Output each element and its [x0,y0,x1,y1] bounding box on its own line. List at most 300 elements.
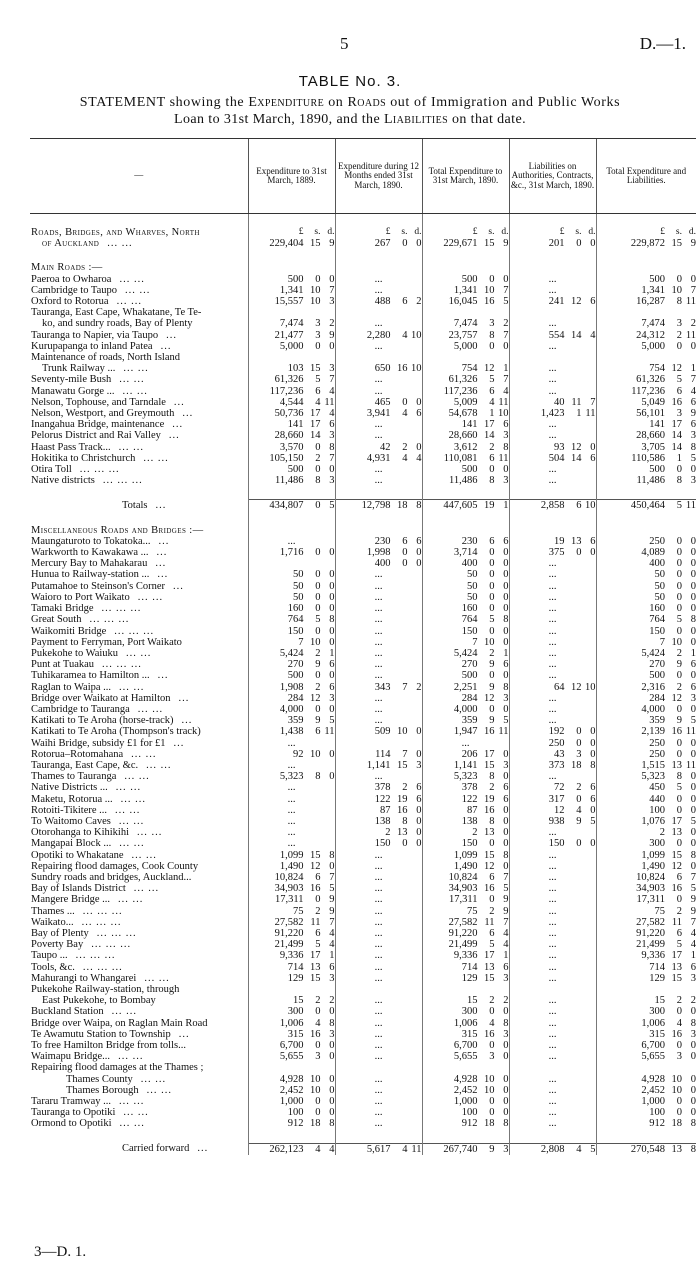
pounds: 262,123 [269,1143,304,1155]
amount-cell [335,928,422,939]
amount-cell [248,318,335,329]
table-row [30,816,696,827]
amount-cell [422,442,509,453]
amount-cell [248,1096,335,1107]
pence: 6 [503,535,509,547]
amount-cell [422,760,509,771]
shillings: 9 [676,715,682,727]
pence: 0 [329,1006,335,1018]
table-row [30,262,696,273]
amount-cell [596,760,696,771]
pence: 0 [416,396,422,408]
row-label-text: Tauranga to Napier, via Taupo [31,329,159,341]
row-label-text: Haast Pass Track... [31,441,111,453]
row-label [30,1051,248,1062]
table-title: TABLE No. 3. [298,73,402,90]
shillings: 0 [489,464,495,476]
amount-cell [596,704,696,715]
amount-cell [596,330,696,341]
shillings: 12 [310,692,321,704]
pence: 0 [503,558,509,570]
pounds: 50 [467,591,478,603]
shillings: 17 [671,419,682,431]
amount-cell [248,1107,335,1118]
row-label [30,227,248,238]
pounds: 315 [287,1028,304,1040]
leader-dots: ... [173,396,185,408]
row-label-text: Sundry roads and bridges, Auckland... [31,871,192,883]
amount-cell [596,214,696,228]
shillings: 4 [489,396,495,408]
shillings: 10 [310,1084,321,1096]
nil-marker: ... [548,273,557,285]
pence: 0 [503,703,509,715]
table-row [30,352,696,363]
amount-cell [596,626,696,637]
row-label [30,363,248,374]
amount-cell [422,363,509,374]
shillings: 10 [671,636,682,648]
nil-marker: ... [374,950,383,962]
shillings: 16 [310,883,321,895]
pounds: 92 [293,748,304,760]
pence: 5 [503,715,509,727]
amount-cell [596,296,696,307]
pounds: 9,336 [279,950,304,962]
amount-cell [335,430,422,441]
amount-cell [596,1006,696,1017]
amount-cell [248,475,335,486]
amount-cell [335,408,422,419]
shillings: 7 [402,681,408,693]
pounds: 160 [461,603,478,615]
amount-cell [422,906,509,917]
amount-cell [422,928,509,939]
shillings: 16 [397,804,408,816]
pounds: 2 [659,827,665,839]
amount-cell [509,861,596,872]
shillings: 15 [310,849,321,861]
pence: 9 [690,905,696,917]
pence: 6 [329,961,335,973]
row-label-text: Repairing flood damages at the Thames ; [31,1062,204,1074]
row-label-text: Main Roads :— [31,262,103,274]
shillings: 6 [402,296,408,308]
row-label-text: Rotorua–Rotomahana [31,748,124,760]
shillings: 0 [315,273,321,285]
amount-cell [596,614,696,625]
pence: 0 [590,748,596,760]
row-label [30,838,248,849]
pence: 8 [690,1143,696,1155]
amount-cell [248,950,335,961]
shillings: 2 [315,681,321,693]
row-label-text: Waihi Bridge, subsidy £1 for £1 [31,737,166,749]
amount-cell [422,704,509,715]
shillings: 17 [310,419,321,431]
row-label [30,1029,248,1040]
shillings: 0 [576,838,582,850]
table-row [30,749,696,760]
amount-cell [509,637,596,648]
row-label [30,1118,248,1129]
shillings: 7 [402,748,408,760]
nil-marker: ... [374,961,383,973]
amount-cell [335,227,422,238]
shillings: 15 [397,759,408,771]
pence: 10 [585,681,596,693]
pounds: 284 [287,692,304,704]
amount-cell [422,715,509,726]
nil-marker: ... [374,580,383,592]
amount-cell [248,442,335,453]
shillings: 15 [671,849,682,861]
amount-cell [335,984,422,995]
amount-cell [248,262,335,273]
subtitle-text: STATEMENT showing the [79,95,245,110]
table-row [30,475,696,486]
amount-cell [509,274,596,285]
amount-cell [422,341,509,352]
pounds: 129 [287,972,304,984]
amount-cell [335,397,422,408]
row-label [30,1040,248,1051]
table-row [30,1074,696,1085]
amount-cell [335,512,422,525]
amount-cell [248,637,335,648]
pence: 0 [416,748,422,760]
pounds: 229,404 [269,238,304,250]
amount-cell [335,626,422,637]
shillings: 2 [315,905,321,917]
amount-cell [509,603,596,614]
currency-unit-s: s. [488,227,495,237]
leader-dots: ... [157,670,169,682]
leader-dots: ... ... [131,748,157,760]
amount-cell [335,715,422,726]
pounds: 15 [654,995,665,1007]
row-label-text: Pukekohe Railway-station, through [31,984,180,995]
amount-cell [335,1040,422,1051]
amount-cell [509,352,596,363]
amount-cell [596,1062,696,1073]
shillings: 9 [489,681,495,693]
row-label [30,693,248,704]
pounds: 714 [649,961,665,973]
pence: 0 [690,273,696,285]
amount-cell [248,374,335,385]
pounds: 50 [293,591,304,603]
pence: 0 [329,591,335,603]
pence: 3 [329,692,335,704]
pence: 8 [329,441,335,453]
pounds: 150 [287,625,304,637]
nil-marker: ... [548,703,557,715]
pence: 11 [685,726,696,738]
pence: 6 [416,782,422,794]
row-label-text: Waioro to Port Waikato [31,591,130,603]
pence: 0 [503,625,509,637]
row-label [30,214,248,228]
shillings: 17 [310,408,321,420]
table-subtitle-line2 [0,112,700,128]
currency-unit-p: £ [559,227,565,237]
pence: 2 [416,681,422,693]
shillings: 0 [315,1107,321,1119]
pence: 0 [590,441,596,453]
shillings: 16 [484,726,495,738]
shillings: 18 [571,759,582,771]
shillings: 12 [671,363,682,375]
pounds: 5,000 [641,340,665,352]
amount-cell [596,603,696,614]
amount-cell [509,906,596,917]
shillings: 8 [489,815,495,827]
amount-cell [335,330,422,341]
row-label [30,307,248,318]
spacer-row [30,214,696,228]
row-label-text: Tamaki Bridge [31,603,94,615]
amount-cell [335,307,422,318]
amount-cell [596,962,696,973]
nil-marker: ... [287,804,296,816]
nil-marker: ... [374,1096,383,1108]
leader-dots: ... ... [119,1096,145,1108]
amount-cell [335,1096,422,1107]
shillings: 10 [310,636,321,648]
pounds: 4,928 [453,1073,478,1085]
shillings: 10 [484,1073,495,1085]
amount-cell [248,352,335,363]
shillings: 11 [571,396,582,408]
pence: 7 [329,452,335,464]
nil-marker: ... [548,860,557,872]
amount-cell [422,749,509,760]
pence: 5 [690,883,696,895]
shillings: 2 [489,995,495,1007]
amount-cell [335,883,422,894]
shillings: 5 [676,500,682,512]
pounds: 11,486 [636,475,665,487]
amount-cell [509,547,596,558]
pounds: 250 [548,737,565,749]
amount-cell [248,363,335,374]
shillings: 6 [676,927,682,939]
shillings: 0 [489,591,495,603]
amount-cell [335,973,422,984]
nil-marker: ... [548,849,557,861]
leader-dots: ... [182,408,194,420]
nil-marker: ... [374,1040,383,1052]
shillings: 0 [489,603,495,615]
pounds: 15 [293,995,304,1007]
amount-cell [335,827,422,838]
leader-dots: ... ... [115,804,141,816]
amount-cell [509,1040,596,1051]
pence: 0 [690,1107,696,1119]
pounds: 5,323 [453,771,478,783]
amount-cell [335,214,422,228]
row-label-text: Putamahoe to Steinson's Corner [31,580,166,592]
table-row [30,274,696,285]
shillings: 18 [671,1118,682,1130]
amount-cell [596,984,696,995]
shillings: 14 [571,452,582,464]
shillings: 5 [676,614,682,626]
shillings: 3 [676,318,682,330]
nil-marker: ... [374,625,383,637]
shillings: 16 [310,1028,321,1040]
pence: 9 [690,894,696,906]
leader-dots: ... ... [116,296,142,308]
table-row [30,995,696,1006]
nil-marker: ... [374,1006,383,1018]
amount-cell [596,352,696,363]
row-label [30,626,248,637]
leader-dots: ... ... [119,1118,145,1130]
shillings: 2 [576,782,582,794]
pounds: 912 [649,1118,665,1130]
shillings: 2 [676,681,682,693]
shillings: 14 [310,430,321,442]
nil-marker: ... [374,614,383,626]
amount-cell [248,838,335,849]
shillings: 2 [676,329,682,341]
amount-cell [596,917,696,928]
table-row [30,626,696,637]
amount-cell [335,771,422,782]
pence: 9 [329,329,335,341]
nil-marker: ... [374,385,383,397]
nil-marker: ... [548,950,557,962]
currency-unit-p: £ [472,227,478,237]
nil-marker: ... [548,1118,557,1130]
shillings: 5 [315,614,321,626]
amount-cell [335,352,422,363]
pence: 4 [329,385,335,397]
pence: 0 [329,748,335,760]
amount-cell [248,1118,335,1129]
pence: 8 [416,500,422,512]
row-label [30,1018,248,1029]
row-label [30,374,248,385]
table-row [30,397,696,408]
amount-cell [422,838,509,849]
pounds: 21,499 [636,939,665,951]
amount-cell [248,760,335,771]
subtitle-text: Liabilities [383,112,449,127]
amount-cell [596,637,696,648]
pence: 7 [503,871,509,883]
amount-cell [596,1130,696,1144]
pounds: 714 [461,961,478,973]
shillings: 9 [489,659,495,671]
pounds: 504 [548,452,565,464]
nil-marker: ... [374,419,383,431]
shillings: 4 [402,408,408,420]
shillings: 0 [315,1096,321,1108]
pence: 3 [690,430,696,442]
pounds: 554 [548,329,565,341]
pounds: 23,757 [448,329,478,341]
pounds: 64 [554,681,565,693]
table-row [30,536,696,547]
pounds: 75 [293,905,304,917]
table-row [30,693,696,704]
leader-dots: ... ... ... [102,659,142,671]
row-label-text: of Auckland [42,238,100,250]
row-label [30,475,248,486]
shillings: 0 [402,558,408,570]
pence: 0 [503,636,509,648]
pounds: 2 [472,827,478,839]
amount-cell [335,1062,422,1073]
shillings: 3 [576,748,582,760]
nil-marker: ... [374,692,383,704]
pounds: 1,006 [641,1017,665,1029]
row-label-text: Hokitika to Christchurch [31,452,136,464]
amount-cell [335,838,422,849]
amount-cell [335,536,422,547]
pounds: 267,740 [443,1143,478,1155]
amount-cell [509,1143,596,1155]
shillings: 3 [676,408,682,420]
amount-cell [335,547,422,558]
amount-cell [335,558,422,569]
amount-cell [596,227,696,238]
amount-cell [596,419,696,430]
table-row [30,760,696,771]
amount-cell [422,950,509,961]
amount-cell [422,850,509,861]
shillings: 13 [310,961,321,973]
pence: 0 [690,569,696,581]
amount-cell [335,682,422,693]
pounds: 201 [548,238,565,250]
pounds: 122 [461,793,478,805]
amount-cell [422,569,509,580]
pence: 7 [329,871,335,883]
pence: 0 [329,340,335,352]
table-row [30,547,696,558]
amount-cell [335,670,422,681]
amount-cell [596,262,696,273]
pence: 7 [690,284,696,296]
row-label-text: Nelson, Tophouse, and Tarndale [31,396,166,408]
table-row [30,525,696,536]
amount-cell [422,1118,509,1129]
amount-cell [248,1040,335,1051]
amount-cell [248,693,335,704]
amount-cell [509,341,596,352]
amount-cell [509,984,596,995]
pounds: 114 [375,748,391,760]
pence: 8 [690,614,696,626]
amount-cell [596,408,696,419]
nil-marker: ... [548,1051,557,1063]
leader-dots: ... ... [133,883,160,895]
pounds: 43 [554,748,565,760]
row-label [30,995,248,1006]
shillings: 16 [484,804,495,816]
amount-cell [422,352,509,363]
pounds: 1,490 [279,860,304,872]
row-label-text: Oxford to Rotorua [31,296,109,308]
nil-marker: ... [548,284,557,296]
pounds: 2,858 [540,500,565,512]
amount-cell [509,249,596,262]
amount-cell [509,648,596,659]
